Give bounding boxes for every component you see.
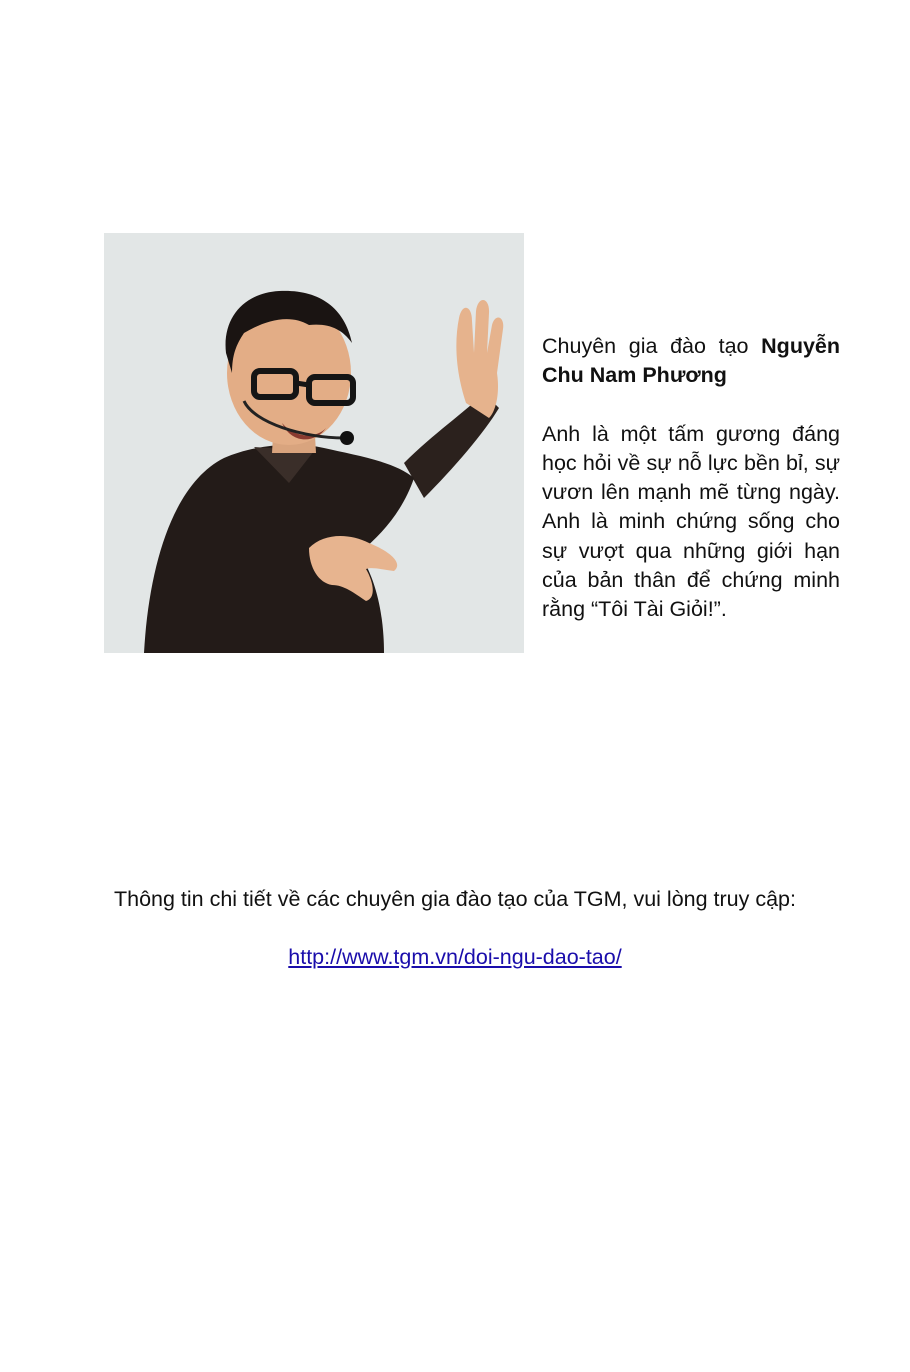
trainer-portrait-icon (104, 233, 524, 653)
trainer-name: Nguyễn Chu Nam Phương (542, 334, 840, 388)
trainer-heading (542, 332, 840, 391)
trainer-description: Anh là một tấm gương đáng học hỏi về sự nỗ lực bền bỉ, sự vươn lên mạnh mẽ từng ngày. Anh là minh chứng sống cho sự vượt qua những giới hạn của bản thân để chứng minh rằng “Tôi Tài Giỏi!”. (542, 421, 840, 622)
trainer-title-prefix: Chuyên gia đào tạo (542, 334, 749, 358)
trainer-photo (104, 233, 524, 653)
footer-link-row (0, 942, 910, 972)
trainer-bio (542, 332, 840, 625)
footer-note: Thông tin chi tiết về các chuyên gia đào tạo của TGM, vui lòng truy cập: (113, 887, 796, 911)
trainers-link[interactable]: http://www.tgm.vn/doi-ngu-dao-tao/ (288, 945, 622, 969)
